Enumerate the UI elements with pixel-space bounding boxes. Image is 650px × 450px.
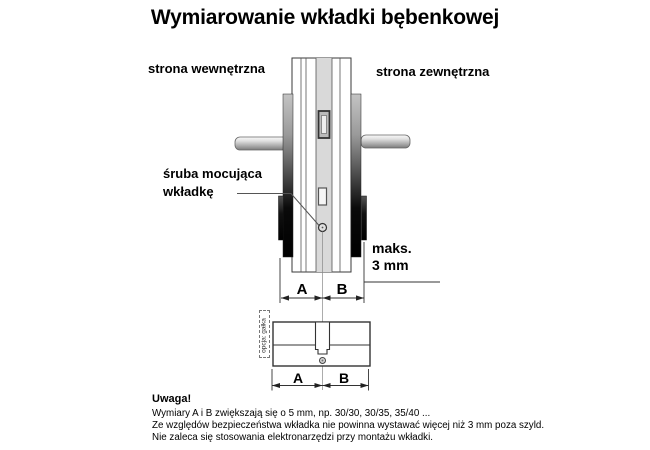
note-line: Nie zaleca się stosowania elektronarzędzi przy montażu wkładki. [152, 432, 433, 443]
cylinder-side-view [273, 322, 370, 366]
dimension-small [272, 369, 369, 391]
dim-a-label-main: A [296, 281, 308, 298]
mounting-screw [319, 224, 327, 232]
knob-option-label: opcja: gałka [260, 318, 268, 353]
dim-b-label-small: B [338, 370, 350, 386]
note-line: Ze względów bezpieczeństwa wkładka nie powinna wystawać więcej niż 3 mm poza szyld. [152, 420, 545, 431]
knob-option-box [259, 310, 270, 358]
keyway-slot [319, 188, 327, 205]
dim-b-label-main: B [336, 281, 348, 298]
cylinder-protrusion-left [279, 196, 284, 240]
label-inner-side: strona wewnętrzna [148, 61, 266, 76]
door-cross-section [292, 58, 351, 272]
max-protrusion-line1: maks. [372, 240, 412, 256]
screw-label-line1: śruba mocująca [163, 166, 262, 181]
cam-slot [319, 111, 330, 138]
notes-heading: Uwaga! [152, 393, 192, 405]
note-line: Wymiary A i B zwiększają się o 5 mm, np. 30/30, 30/35, 35/40 ... [152, 408, 431, 419]
screw-label [163, 165, 262, 201]
max-protrusion-line2: 3 mm [372, 257, 409, 273]
escutcheon-left [283, 94, 293, 257]
cylinder-protrusion-right [362, 196, 367, 240]
max-protrusion-label [372, 240, 412, 274]
fixing-screw-center [322, 360, 324, 362]
notes-block [152, 393, 544, 444]
cam-notch [316, 323, 330, 355]
cylinder-channel [316, 58, 332, 272]
dim-a-label-small: A [292, 370, 304, 386]
page-title: Wymiarowanie wkładki bębenkowej [150, 6, 500, 29]
label-outer-side: strona zewnętrzna [376, 64, 490, 79]
screw-label-line2: wkładkę [163, 184, 214, 199]
escutcheon-right [351, 94, 361, 257]
cylinder-rod-right [361, 135, 410, 148]
